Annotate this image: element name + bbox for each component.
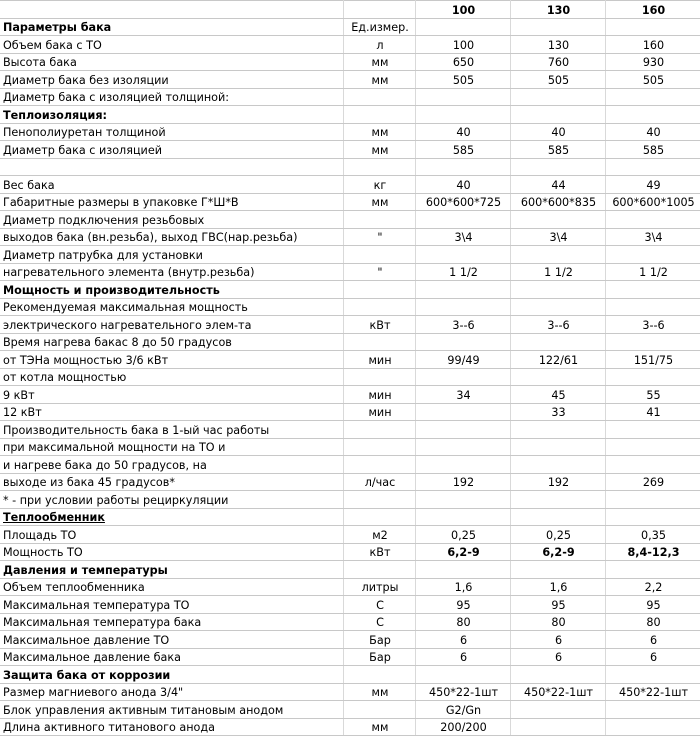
value-cell-100 [415,298,510,316]
unit-cell [343,438,415,456]
unit-cell: Ед.измер. [343,18,415,36]
unit-cell [343,246,415,264]
unit-cell [343,281,415,299]
param-label: электрического нагревательного элем-та [0,316,343,334]
value-cell-100: 6,2-9 [415,543,510,561]
value-cell-100: 192 [415,473,510,491]
param-label: Рекомендуемая максимальная мощность [0,298,343,316]
table-row [0,403,700,421]
param-label: Высота бака [0,53,343,71]
unit-cell: мм [343,193,415,211]
unit-cell: мм [343,683,415,701]
param-label: Максимальное давление ТО [0,631,343,649]
table-row [0,211,700,229]
value-cell-100 [415,508,510,526]
table-row [0,106,700,124]
unit-cell: мм [343,53,415,71]
value-cell-160 [605,561,700,579]
value-cell-130: 450*22-1шт [510,683,605,701]
table-row [0,53,700,71]
header-unit-cell [343,1,415,19]
value-cell-100: 450*22-1шт [415,683,510,701]
table-row [0,421,700,439]
unit-cell: литры [343,578,415,596]
param-label: Объем теплообменника [0,578,343,596]
value-cell-100: 0,25 [415,526,510,544]
value-cell-100 [415,561,510,579]
unit-cell: мм [343,71,415,89]
value-cell-100 [415,211,510,229]
value-cell-130 [510,211,605,229]
value-cell-160: 151/75 [605,351,700,369]
value-cell-160 [605,88,700,106]
table-row [0,718,700,736]
value-cell-130: 80 [510,613,605,631]
value-cell-160 [605,298,700,316]
value-cell-130 [510,158,605,176]
value-cell-100 [415,18,510,36]
value-cell-160 [605,211,700,229]
column-header-130: 130 [510,1,605,19]
value-cell-160: 80 [605,613,700,631]
value-cell-100: 600*600*725 [415,193,510,211]
value-cell-100: 505 [415,71,510,89]
value-cell-160 [605,491,700,509]
value-cell-100: 100 [415,36,510,54]
param-label: Длина активного титанового анода [0,718,343,736]
value-cell-160 [605,508,700,526]
value-cell-130 [510,298,605,316]
value-cell-130 [510,701,605,719]
unit-cell: кВт [343,543,415,561]
param-label: Диаметр бака с изоляцией толщиной: [0,88,343,106]
param-label: и нагреве бака до 50 градусов, на [0,456,343,474]
value-cell-160: 269 [605,473,700,491]
param-label: Габаритные размеры в упаковке Г*Ш*В [0,193,343,211]
table-row [0,666,700,684]
unit-cell: мм [343,123,415,141]
unit-cell [343,158,415,176]
value-cell-100: 200/200 [415,718,510,736]
value-cell-160: 160 [605,36,700,54]
unit-cell [343,211,415,229]
value-cell-130 [510,281,605,299]
value-cell-160 [605,368,700,386]
unit-cell: л/час [343,473,415,491]
value-cell-160: 0,35 [605,526,700,544]
value-cell-100: 1 1/2 [415,263,510,281]
value-cell-100 [415,403,510,421]
param-label: выходов бака (вн.резьба), выход ГВС(нар.резьба) [0,228,343,246]
value-cell-100: 34 [415,386,510,404]
value-cell-130: 122/61 [510,351,605,369]
value-cell-130: 95 [510,596,605,614]
value-cell-160 [605,438,700,456]
value-cell-130 [510,246,605,264]
value-cell-130: 3--6 [510,316,605,334]
value-cell-160: 55 [605,386,700,404]
value-cell-130: 585 [510,141,605,159]
spec-table-body [0,1,700,736]
table-row [0,298,700,316]
value-cell-160: 505 [605,71,700,89]
unit-cell [343,508,415,526]
table-row [0,333,700,351]
value-cell-130 [510,18,605,36]
param-label: Производительность бака в 1-ый час работы [0,421,343,439]
value-cell-130 [510,456,605,474]
unit-cell: Бар [343,648,415,666]
param-label: 9 кВт [0,386,343,404]
param-label: нагревательного элемента (внутр.резьба) [0,263,343,281]
value-cell-100: 40 [415,123,510,141]
value-cell-130: 6,2-9 [510,543,605,561]
value-cell-160: 6 [605,648,700,666]
param-label: при максимальной мощности на ТО и [0,438,343,456]
value-cell-100: 95 [415,596,510,614]
param-label: Вес бака [0,176,343,194]
table-row [0,193,700,211]
value-cell-160: 49 [605,176,700,194]
table-row [0,228,700,246]
unit-cell [343,88,415,106]
param-label: Объем бака с ТО [0,36,343,54]
unit-cell: мин [343,403,415,421]
value-cell-130: 192 [510,473,605,491]
param-label: Защита бака от коррозии [0,666,343,684]
table-row [0,561,700,579]
value-cell-130: 1,6 [510,578,605,596]
value-cell-160: 1 1/2 [605,263,700,281]
value-cell-130 [510,438,605,456]
value-cell-130 [510,666,605,684]
table-row [0,281,700,299]
unit-cell: С [343,613,415,631]
value-cell-160 [605,701,700,719]
table-row [0,263,700,281]
value-cell-130: 600*600*835 [510,193,605,211]
value-cell-130: 44 [510,176,605,194]
value-cell-100 [415,158,510,176]
value-cell-160: 41 [605,403,700,421]
unit-cell: мин [343,386,415,404]
value-cell-160: 600*600*1005 [605,193,700,211]
value-cell-160: 95 [605,596,700,614]
table-row [0,386,700,404]
unit-cell: л [343,36,415,54]
value-cell-100 [415,368,510,386]
value-cell-100: 3\4 [415,228,510,246]
unit-cell [343,456,415,474]
table-row [0,596,700,614]
param-label: Параметры бака [0,18,343,36]
param-label: Размер магниевого анода 3/4" [0,683,343,701]
value-cell-130: 6 [510,631,605,649]
value-cell-130 [510,106,605,124]
value-cell-100: G2/Gn [415,701,510,719]
param-label: от котла мощностью [0,368,343,386]
unit-cell [343,491,415,509]
param-label: 12 кВт [0,403,343,421]
param-label: Мощность и производительность [0,281,343,299]
value-cell-100 [415,106,510,124]
table-row [0,526,700,544]
unit-cell [343,701,415,719]
table-row [0,438,700,456]
value-cell-160: 8,4-12,3 [605,543,700,561]
column-header-160: 160 [605,1,700,19]
param-label: Теплообменник [0,508,343,526]
value-cell-160 [605,456,700,474]
value-cell-130: 505 [510,71,605,89]
value-cell-160 [605,666,700,684]
unit-cell: м2 [343,526,415,544]
unit-cell: кВт [343,316,415,334]
param-label: Давления и температуры [0,561,343,579]
value-cell-160: 3--6 [605,316,700,334]
value-cell-160 [605,246,700,264]
param-label: Диаметр бака с изоляцией [0,141,343,159]
table-row [0,543,700,561]
value-cell-130 [510,508,605,526]
param-label: выходе из бака 45 градусов* [0,473,343,491]
table-row [0,351,700,369]
value-cell-100 [415,246,510,264]
unit-cell [343,368,415,386]
value-cell-130 [510,421,605,439]
unit-cell [343,298,415,316]
value-cell-130 [510,718,605,736]
value-cell-160 [605,18,700,36]
value-cell-100 [415,438,510,456]
table-row [0,176,700,194]
param-label: Время нагрева бакас 8 до 50 градусов [0,333,343,351]
param-label: Диаметр подключения резьбовых [0,211,343,229]
table-row [0,578,700,596]
value-cell-130: 3\4 [510,228,605,246]
table-row [0,71,700,89]
value-cell-130: 1 1/2 [510,263,605,281]
value-cell-100 [415,333,510,351]
value-cell-130: 40 [510,123,605,141]
value-cell-100: 585 [415,141,510,159]
value-cell-130 [510,368,605,386]
unit-cell: С [343,596,415,614]
value-cell-160 [605,333,700,351]
param-label: Максимальная температура ТО [0,596,343,614]
value-cell-100 [415,88,510,106]
value-cell-100: 80 [415,613,510,631]
param-label: Максимальная температура бака [0,613,343,631]
unit-cell: мин [343,351,415,369]
value-cell-160: 3\4 [605,228,700,246]
unit-cell [343,561,415,579]
value-cell-100 [415,421,510,439]
unit-cell [343,666,415,684]
table-row [0,613,700,631]
value-cell-160: 450*22-1шт [605,683,700,701]
value-cell-130: 130 [510,36,605,54]
param-label: от ТЭНа мощностью 3/6 кВт [0,351,343,369]
param-label: Площадь ТО [0,526,343,544]
value-cell-100: 6 [415,648,510,666]
table-row [0,141,700,159]
value-cell-160 [605,421,700,439]
value-cell-160: 2,2 [605,578,700,596]
table-row [0,18,700,36]
value-cell-130: 760 [510,53,605,71]
value-cell-100: 650 [415,53,510,71]
table-row [0,246,700,264]
table-row [0,123,700,141]
param-label: Максимальное давление бака [0,648,343,666]
value-cell-100: 1,6 [415,578,510,596]
unit-cell: кг [343,176,415,194]
param-label: Блок управления активным титановым анодом [0,701,343,719]
table-row [0,88,700,106]
header-param-cell [0,1,343,19]
param-label: Диаметр патрубка для установки [0,246,343,264]
value-cell-160: 6 [605,631,700,649]
header-row [0,1,700,19]
table-row [0,368,700,386]
value-cell-130: 6 [510,648,605,666]
param-label: Теплоизоляция: [0,106,343,124]
unit-cell: Бар [343,631,415,649]
value-cell-130 [510,491,605,509]
value-cell-130: 45 [510,386,605,404]
table-row [0,316,700,334]
table-row [0,491,700,509]
unit-cell [343,333,415,351]
value-cell-130: 33 [510,403,605,421]
table-row [0,683,700,701]
value-cell-100: 99/49 [415,351,510,369]
unit-cell [343,421,415,439]
value-cell-100 [415,281,510,299]
value-cell-130 [510,561,605,579]
value-cell-100: 6 [415,631,510,649]
table-row [0,158,700,176]
param-label: Диаметр бака без изоляции [0,71,343,89]
param-label: Мощность ТО [0,543,343,561]
value-cell-100: 3--6 [415,316,510,334]
table-row [0,473,700,491]
value-cell-160: 585 [605,141,700,159]
param-label: * - при условии работы рециркуляции [0,491,343,509]
column-header-100: 100 [415,1,510,19]
value-cell-130: 0,25 [510,526,605,544]
table-row [0,36,700,54]
table-row [0,456,700,474]
value-cell-160 [605,718,700,736]
unit-cell: " [343,228,415,246]
param-label [0,158,343,176]
value-cell-160 [605,281,700,299]
table-row [0,701,700,719]
value-cell-100 [415,491,510,509]
value-cell-100: 40 [415,176,510,194]
value-cell-160 [605,106,700,124]
unit-cell [343,106,415,124]
param-label: Пенополиуретан толщиной [0,123,343,141]
value-cell-160 [605,158,700,176]
value-cell-160: 40 [605,123,700,141]
unit-cell: мм [343,141,415,159]
table-row [0,508,700,526]
value-cell-130 [510,88,605,106]
value-cell-160: 930 [605,53,700,71]
unit-cell: " [343,263,415,281]
unit-cell: мм [343,718,415,736]
value-cell-100 [415,666,510,684]
value-cell-130 [510,333,605,351]
table-row [0,648,700,666]
value-cell-100 [415,456,510,474]
table-row [0,631,700,649]
